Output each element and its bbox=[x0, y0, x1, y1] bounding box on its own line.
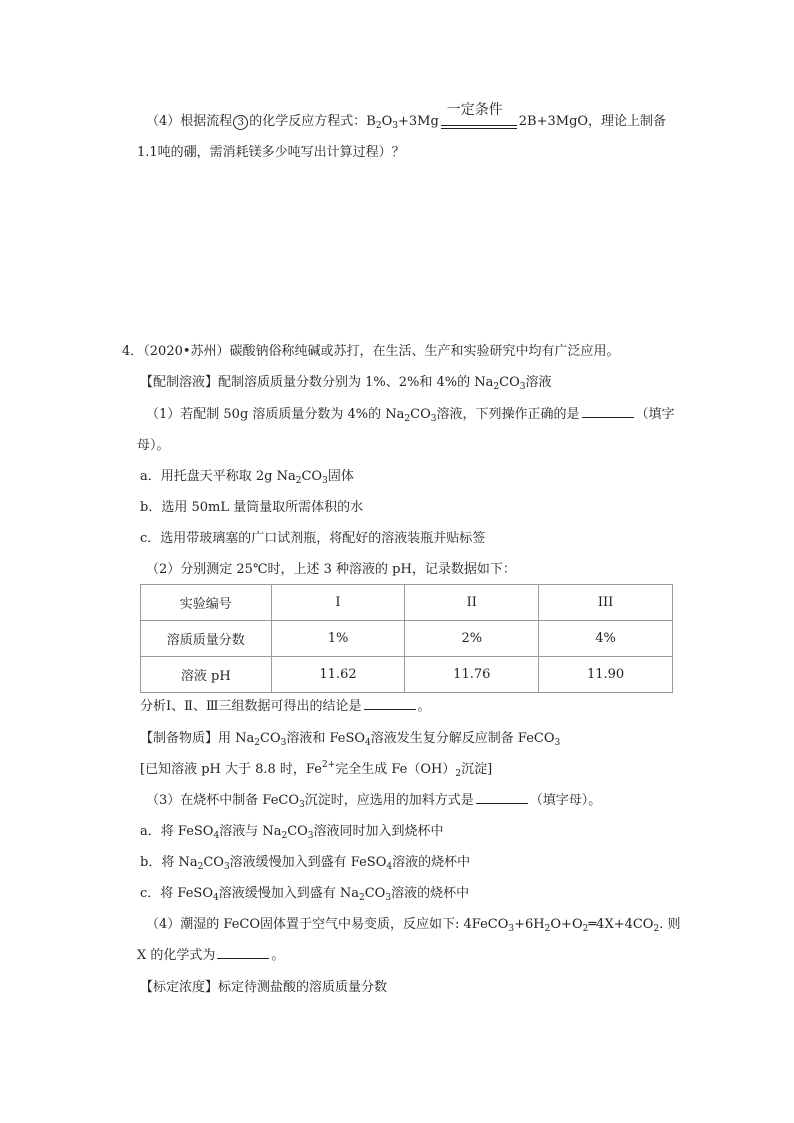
text: 溶液 bbox=[525, 375, 552, 390]
q4-line: （4）潮湿的 FeCO固体置于空气中易变质，反应如下: $4FeCO_3+6H_2O+O_2═4X+4CO_2$. 则 bbox=[146, 917, 681, 934]
table-cell: 溶液 pH bbox=[141, 657, 272, 693]
ph-data-table bbox=[140, 584, 673, 693]
reaction-condition bbox=[441, 102, 517, 132]
table-header-cell: II bbox=[405, 585, 539, 621]
text: 固体 bbox=[327, 469, 354, 484]
text: [已知溶液 pH 大于 8.8 时，Fe bbox=[140, 762, 322, 777]
table-header-cell: III bbox=[539, 585, 673, 621]
table-cell: 11.76 bbox=[405, 657, 539, 693]
text: 沉淀时，应选用的加料方式是 bbox=[304, 793, 474, 808]
text: 2B+3MgO，理论上制备 bbox=[518, 114, 667, 129]
q4-equation-line: （4）根据流程 3 的化学反应方程式：$B_2O_3+3Mg$ 一定条件 2B+3MgO，理论上制备 bbox=[146, 102, 667, 131]
q3-option-c: c．将 FeSO$_4$溶液缓慢加入到盛有 $Na_2CO_3$溶液的烧杯中 bbox=[140, 886, 470, 903]
text: 固体置于空气中易变质，反应如下: 4FeCO bbox=[260, 917, 509, 932]
text: a．用托盘天平称取 2g Na bbox=[140, 469, 296, 484]
option-b: b．选用 50mL 量筒量取所需体积的水 bbox=[140, 500, 364, 515]
text: c．将 FeSO bbox=[140, 886, 213, 901]
option-c: c．选用带玻璃塞的广口试剂瓶，将配好的溶液装瓶并贴标签 bbox=[140, 531, 486, 546]
table-cell: 11.62 bbox=[271, 657, 405, 693]
analysis-line bbox=[140, 697, 431, 717]
text: （4）根据流程 bbox=[146, 114, 233, 129]
question-heading: 4．（2020•苏州）碳酸钠俗称纯碱或苏打，在生活、生产和实验研究中均有广泛应用。 bbox=[122, 344, 620, 359]
q3-option-a: a．将 FeSO$_4$溶液与 $Na_2CO_3$溶液同时加入到烧杯中 bbox=[140, 824, 444, 841]
circled-number: 3 bbox=[233, 115, 248, 130]
answer-blank[interactable] bbox=[476, 791, 528, 804]
table-cell: 溶质质量分数 bbox=[141, 621, 272, 657]
section-calibrate-concentration: 【标定浓度】标定待测盐酸的溶质质量分数 bbox=[140, 980, 388, 995]
table-header-cell: I bbox=[271, 585, 405, 621]
equals-bar bbox=[441, 125, 517, 129]
text: （4）潮湿的 FeCO bbox=[146, 917, 261, 932]
text: a．将 FeSO bbox=[140, 824, 214, 839]
table-cell: 2% bbox=[405, 621, 539, 657]
text: X 的化学式为 bbox=[137, 948, 216, 963]
q3-line: （3）在烧杯中制备 FeCO$_3$沉淀时，应选用的加料方式是 （填字母）。 bbox=[146, 793, 602, 810]
text: 溶液缓慢加入到盛有 Na bbox=[218, 886, 359, 901]
text: 【制备物质】用 Na bbox=[140, 731, 255, 746]
section-prepare-solution: 【配制溶液】配制溶质质量分数分别为 1%、2%和 4%的 $Na_2CO_3$溶液 bbox=[140, 375, 552, 392]
text: 溶液与 Na bbox=[219, 824, 282, 839]
q1-line: （1）若配制 50g 溶质质量分数为 4%的 $Na_2CO_3$溶液，下列操作正确的是 （填字 bbox=[146, 407, 675, 424]
q4-line2 bbox=[137, 946, 284, 966]
q4-equation-line2: 1.1吨的硼，需消耗镁多少吨写出计算过程）？ bbox=[137, 145, 405, 160]
text: O bbox=[381, 114, 393, 129]
text: 完全生成 Fe（OH） bbox=[335, 762, 456, 777]
text: 【配制溶液】配制溶质质量分数分别为 1%、2%和 4%的 Na bbox=[140, 375, 494, 390]
answer-blank[interactable] bbox=[217, 946, 269, 959]
text: （3）在烧杯中制备 FeCO bbox=[146, 793, 300, 808]
text: b．将 Na bbox=[140, 855, 198, 870]
answer-blank[interactable] bbox=[364, 697, 416, 710]
text: （填字母）。 bbox=[529, 793, 602, 808]
text: （1）若配制 50g 溶质质量分数为 4%的 Na bbox=[146, 407, 405, 422]
table-cell: 11.90 bbox=[539, 657, 673, 693]
text: 溶液发生复分解反应制备 FeCO bbox=[370, 731, 555, 746]
text: 溶液，下列操作正确的是 bbox=[436, 407, 580, 422]
table-cell: 4% bbox=[539, 621, 673, 657]
table-header-row bbox=[141, 585, 673, 621]
q3-option-b: b．将 $Na_2CO_3$溶液缓慢加入到盛有 FeSO$_4$溶液的烧杯中 bbox=[140, 855, 471, 872]
table-header-cell: 实验编号 bbox=[141, 585, 272, 621]
text: 分析Ⅰ、Ⅱ、Ⅲ三组数据可得出的结论是 bbox=[140, 699, 362, 714]
text: 。 bbox=[417, 699, 431, 714]
table-row bbox=[141, 657, 673, 693]
table-cell: 1% bbox=[271, 621, 405, 657]
text: O+O bbox=[550, 917, 583, 932]
text: 溶液的烧杯中 bbox=[392, 855, 471, 870]
text: ═4X+4CO bbox=[588, 917, 654, 932]
table-row bbox=[141, 621, 673, 657]
option-a: a．用托盘天平称取 2g $Na_2CO_3$固体 bbox=[140, 469, 354, 486]
text: 的化学反应方程式：B bbox=[249, 114, 376, 129]
text: . 则 bbox=[659, 917, 681, 932]
q1-line2: 母）。 bbox=[137, 438, 170, 453]
text: 溶液缓慢加入到盛有 FeSO bbox=[229, 855, 387, 870]
answer-blank[interactable] bbox=[582, 405, 634, 418]
text: 。 bbox=[271, 948, 285, 963]
section-prepare-substance: 【制备物质】用 $Na_2CO_3$溶液和 FeSO$_4$溶液发生复分解反应制备 FeCO$_3$ bbox=[140, 731, 561, 748]
condition-label: 一定条件 bbox=[446, 102, 503, 118]
text: +6H bbox=[514, 917, 545, 932]
text: +3Mg bbox=[397, 114, 439, 129]
known-condition: [已知溶液 pH 大于 8.8 时，$Fe^{2+}$完全生成 $Fe(OH)_2$沉淀] bbox=[140, 760, 493, 779]
text: 沉淀] bbox=[461, 762, 493, 777]
text: （填字 bbox=[635, 407, 675, 422]
text: 溶液同时加入到烧杯中 bbox=[313, 824, 444, 839]
q2-line: （2）分别测定 25℃时，上述 3 种溶液的 pH，记录数据如下： bbox=[146, 562, 516, 577]
text: 溶液和 FeSO bbox=[286, 731, 366, 746]
text: 溶液的烧杯中 bbox=[391, 886, 470, 901]
